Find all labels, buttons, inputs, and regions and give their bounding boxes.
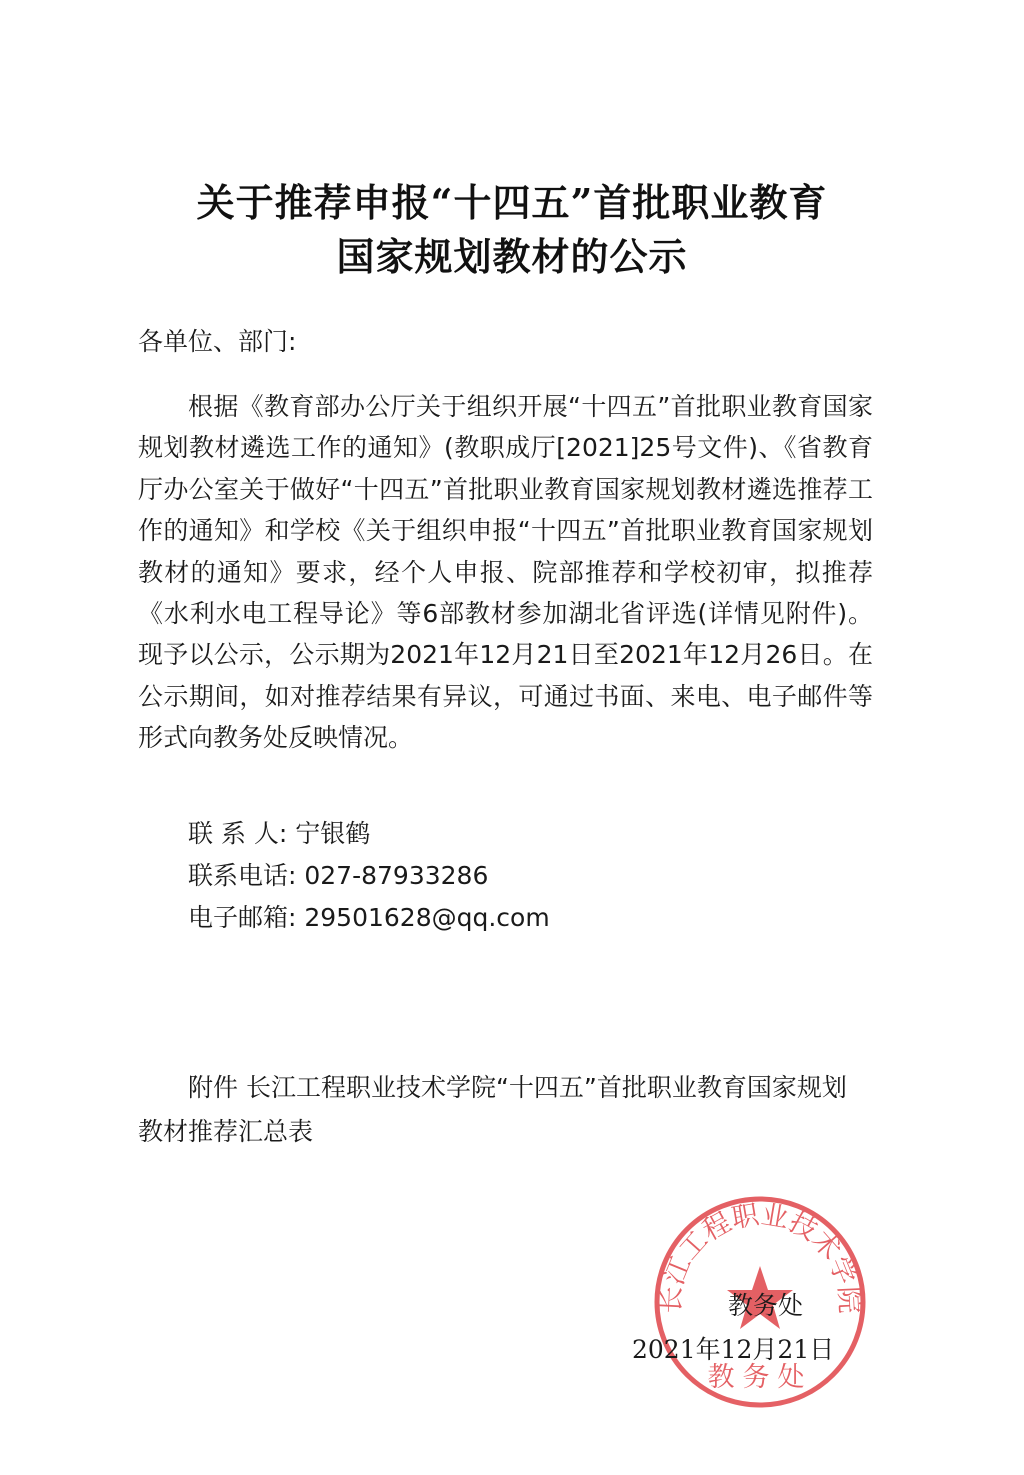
document-title-line-2: 国家规划教材的公示 [336, 234, 688, 279]
issuer: 教务处 [728, 1291, 804, 1320]
contact-person: 联 系 人: 宁银鹤 [188, 819, 371, 848]
issue-date: 2021年12月21日 [632, 1335, 835, 1364]
notice-paragraph: 根据《教育部办公厅关于组织开展“十四五”首批职业教育国家规划教材遴选工作的通知》(教职成厅[2021]25号文件)、《省教育厅办公室关于做好“十四五”首批职业教育国家规划教材遴选推荐工作的通知》和学校《关于组织申报“十四五”首批职业教育国家规划教材的通知》要求，经个人申报、院部推荐和学校初审，拟推荐《水利水电工程导论》等6部教材参加湖北省评选(详情见附件)。现予以公示，公示期为2021年12月21日至2021年12月26日。在公示期间，如对推荐结果有异议，可通过书面、来电、电子邮件等形式向教务处反映情况。 [138, 392, 873, 753]
attachment-text: 附件 长江工程职业技术学院“十四五”首批职业教育国家规划教材推荐汇总表 [138, 1073, 847, 1146]
notice-body [138, 386, 873, 759]
seal-arc-text: 长江工程职业技术学院 [655, 1199, 865, 1315]
document-title-line-1: 关于推荐申报“十四五”首批职业教育 [196, 180, 828, 225]
attachment-note [138, 1066, 868, 1154]
salutation: 各单位、部门: [138, 327, 297, 356]
seal-bottom-text: 教务处 [707, 1362, 813, 1393]
contact-email: 电子邮箱: 29501628@qq.com [188, 903, 550, 932]
contact-phone: 联系电话: 027-87933286 [188, 861, 489, 890]
